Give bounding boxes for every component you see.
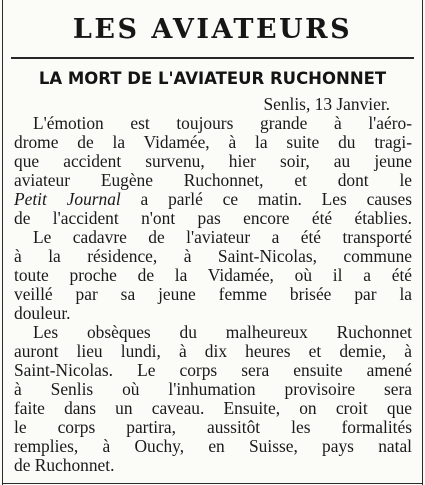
dateline: Senlis, 13 Janvier. [263,94,390,114]
body-line: remplies, à Ouchy, en Suisse, pays natal [14,436,412,456]
article-body [14,95,412,475]
body-line: faite dans un caveau. Ensuite, on croit que [14,398,412,418]
body-line: le corps partira, aussitôt les formalités [14,417,412,437]
body-line: drome de la Vidamée, à la suite du tragi- [14,132,412,152]
body-line: L'émotion est toujours grande à l'aéro- [33,113,412,133]
body-line: Les obsèques du malheureux Ruchonnet [33,322,412,342]
section-title: LES AVIATEURS [72,14,353,45]
body-line: toute proche de la Vidamée, où il a été [14,265,412,285]
body-line: de l'accident n'ont pas encore été établies. [14,208,412,228]
body-line: que accident survenu, hier soir, au jeune [14,151,412,171]
title-divider-rule [11,57,414,59]
body-line-last: de Ruchonnet. [14,455,115,475]
body-line: Saint-Nicolas. Le corps sera ensuite amené [14,360,412,380]
body-line-with-italic [14,190,412,209]
newspaper-name: Petit Journal [14,189,121,209]
article-headline: LA MORT DE L'AVIATEUR RUCHONNET [38,69,387,88]
body-line: à la résidence, à Saint-Nicolas, commune [14,246,412,266]
body-line: à Senlis où l'inhumation provisoire sera [14,379,412,399]
body-line-last: douleur. [14,303,71,323]
bottom-border-rule [2,483,423,484]
body-line-rest: a parlé ce matin. Les causes [120,189,412,209]
body-line: aviateur Eugène Ruchonnet, et dont le [14,170,412,190]
body-line: Le cadavre de l'aviateur a été transporté [33,227,412,247]
body-line: auront lieu lundi, à dix heures et demie, à [14,341,412,361]
body-line: veillé par sa jeune femme brisée par la [14,284,412,304]
